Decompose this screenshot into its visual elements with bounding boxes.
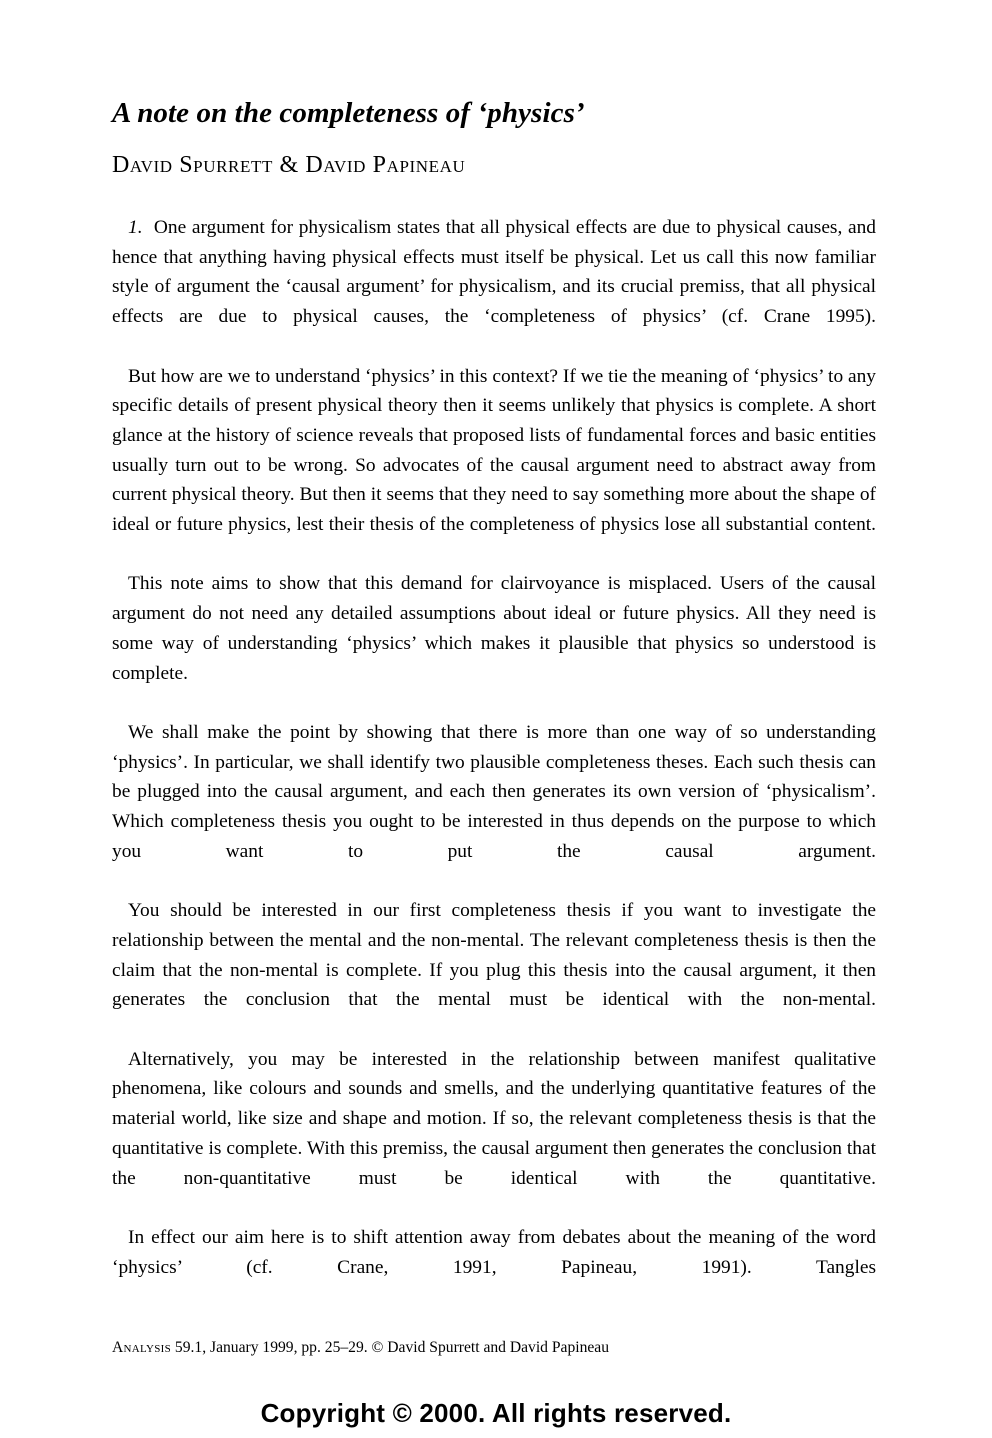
citation-details: 59.1, January 1999, pp. 25–29. © David Spurrett and David Papineau bbox=[171, 1339, 610, 1357]
journal-citation bbox=[112, 1312, 876, 1358]
paragraph-3: This note aims to show that this demand for clairvoyance is misplaced. Users of the causal argument do not need any detailed assumptions about ideal or future physics. All they need is some way of understanding ‘physics’ which makes it plausible that physics so understood is complete. bbox=[112, 573, 876, 684]
copyright-notice: Copyright © 2000. All rights reserved. bbox=[260, 1398, 732, 1428]
paragraph-6: Alternatively, you may be interested in the relationship between manifest qualitative phenomena, like colours and sounds and smells, and the underlying quantitative features of the material world, like size and shape and motion. If so, the relevant completeness thesis is that the quantitative is complete. With this premiss, the causal argument then generates the conclusion that the non-quantitative must be identical with the quantitative. bbox=[112, 1048, 876, 1189]
copyright-banner bbox=[0, 1398, 992, 1428]
page-title: A note on the completeness of ‘physics’ bbox=[112, 97, 585, 129]
paragraph-4: We shall make the point by showing that there is more than one way of so understanding ‘physics’. In particular, we shall identify two plausible completeness theses. Each such thesis can be plugged into the causal argument, and each then generates its own version of ‘physicalism’. Which completeness thesis you ought to be interested in thus depends on the purpose to which you want to put the causal argument. bbox=[112, 721, 876, 862]
paragraph-2: But how are we to understand ‘physics’ in this context? If we tie the meaning of ‘physics’ to any specific details of present physical theory then it seems unlikely that physics is complete. A short glance at the history of science reveals that proposed lists of fundamental forces and basic entities usually turn out to be wrong. So advocates of the causal argument need to abstract away from current physical theory. But then it seems that they need to say something more about the shape of ideal or future physics, lest their thesis of the completeness of physics lose all substantial content. bbox=[112, 365, 876, 536]
paragraph-text: One argument for physicalism states that all physical effects are due to physical causes, and hence that anything having physical effects must itself be physical. Let us call this now familiar style of argument the ‘causal argument’ for physicalism, and its crucial premiss, that all physical effects are due to physical causes, the ‘completeness of physics’ (cf. Crane 1995). bbox=[112, 217, 876, 328]
article-body bbox=[112, 179, 876, 1312]
journal-name: Analysis bbox=[112, 1339, 172, 1357]
paragraph-5: You should be interested in our first completeness thesis if you want to investigate the relationship between the mental and the non-mental. The relevant completeness thesis is then the claim that the non-mental is complete. If you plug this thesis into the causal argument, it then generates the conclusion that the mental must be identical with the non-mental. bbox=[112, 900, 876, 1011]
paragraph-7: In effect our aim here is to shift attention away from debates about the meaning of the word ‘physics’ (cf. Crane, 1991, Papineau, 1991). Tangles bbox=[112, 1226, 876, 1278]
article-content bbox=[112, 0, 876, 1358]
section-number: 1. bbox=[128, 217, 143, 238]
author-byline: David Spurrett & David Papineau bbox=[112, 152, 466, 178]
paragraph-1 bbox=[112, 213, 876, 362]
